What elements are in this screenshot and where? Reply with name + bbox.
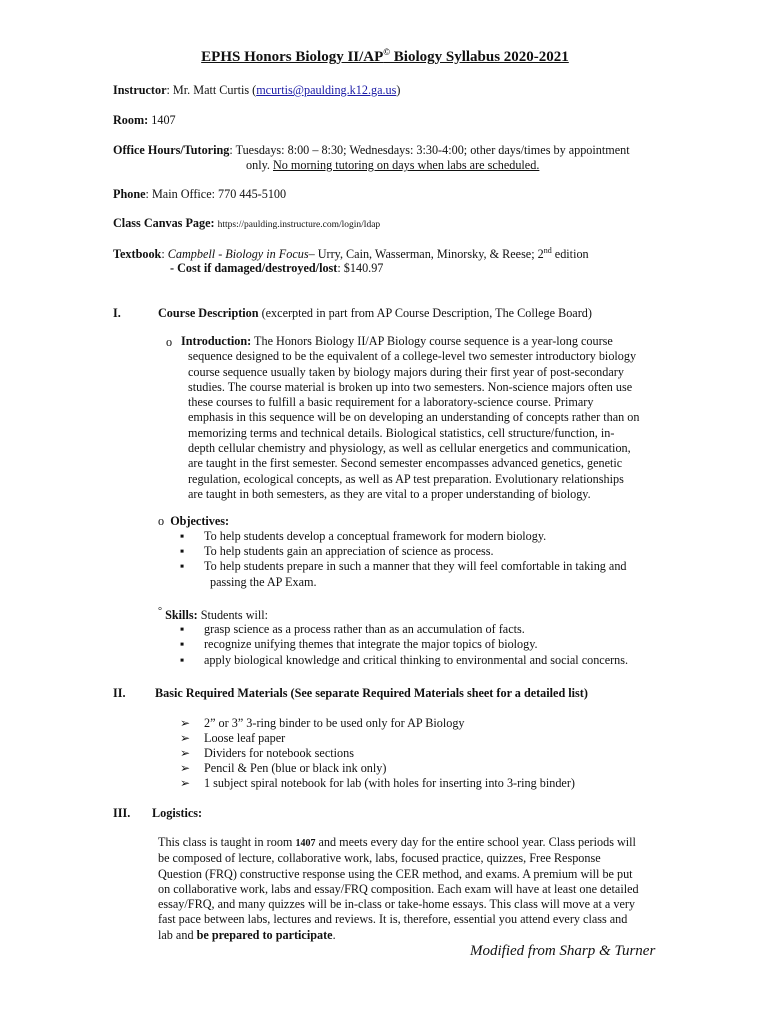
office-hours-note: only. No morning tutoring on days when labs are scheduled. [246, 158, 540, 172]
list-item-continuation: passing the AP Exam. [210, 575, 317, 589]
intro-paragraph: Introduction: The Honors Biology II/AP Biology course sequence is a year-long course sequence designed to be the equivalent of a college-level two semester introductory biology course sequence usually taken by biology majors during their first year of post-secondary studies. The course material is broken up into two semesters. Non-science majors often use these courses to fulfill a basic requirement for a laboratory-science course. Primary emphasis in this sequence will be on developing an understanding of concepts rather than on memorizing terms and technical details. Biological statistics, cell structure/function, in- depth cellular chemistry and physiology, as well as cellular energetics and communication, are taught in the first semester. Second semester encompasses advanced genetics, genetic regulation, ecological concepts, as well as AP test preparation. Evolutionary relationships are taught in both semesters, as they are vital to a proper understanding of biology. [181, 334, 640, 501]
list-item: ▪ grasp science as a process rather than as an accumulation of facts. [180, 622, 525, 636]
list-item: ➢ 1 subject spiral notebook for lab (with holes for inserting into 3-ring binder) [180, 776, 575, 790]
section-3-number: III. [113, 806, 131, 820]
section-2-heading: Basic Required Materials (See separate Required Materials sheet for a detailed list) [155, 686, 588, 700]
room-line: Room: 1407 [113, 113, 176, 127]
list-item: ▪ To help students prepare in such a manner that they will feel comfortable in taking and [180, 559, 627, 573]
list-item: ➢ 2” or 3” 3-ring binder to be used only for AP Biology [180, 716, 465, 730]
section-2-number: II. [113, 686, 126, 700]
textbook-line: Textbook: Campbell - Biology in Focus– Urry, Cain, Wasserman, Minorsky, & Reese; 2nd edition [113, 246, 589, 262]
list-item: ▪ To help students develop a conceptual framework for modern biology. [180, 529, 547, 543]
section-1-heading: Course Description (excerpted in part from AP Course Description, The College Board) [158, 306, 592, 320]
skills-heading: ° Skills: Students will: [158, 606, 269, 623]
canvas-url-link[interactable]: https://paulding.instructure.com/login/ldap [217, 220, 381, 230]
textbook-cost-line: - Cost if damaged/destroyed/lost: $140.97 [170, 261, 384, 275]
section-1-number: I. [113, 306, 121, 320]
list-item: ▪ To help students gain an appreciation of science as process. [180, 544, 494, 558]
phone-line: Phone: Main Office: 770 445-5100 [113, 187, 287, 201]
list-item: ➢ Pencil & Pen (blue or black ink only) [180, 761, 387, 775]
list-item: ▪ apply biological knowledge and critical thinking to environmental and social concerns. [180, 653, 629, 667]
footer-attribution: Modified from Sharp & Turner [470, 943, 656, 959]
office-hours-line: Office Hours/Tutoring: Tuesdays: 8:00 – 8:30; Wednesdays: 3:30-4:00; other days/times by appointment [113, 143, 630, 157]
list-item: ▪ recognize unifying themes that integrate the major topics of biology. [180, 637, 538, 651]
logistics-paragraph: This class is taught in room 1407 and meets every day for the entire school year. Class periods will be composed of lecture, collaborative work, labs, focused practice, quizzes, Free Response Question (FRQ) constructive response using the CER method, and exams. A premium will be put on collaborative work, labs and essay/FRQ composition. Each exam will have at least one detailed essay/FRQ, and many quizzes will be in-class or take-home essays. This class will move at a very fast pace between labs, lectures and reviews. It is, therefore, essential you attend every class and lab and be prepared to participate. [158, 835, 639, 942]
objectives-heading: o Objectives: [158, 514, 230, 528]
instructor-email-link[interactable]: mcurtis@paulding.k12.ga.us [256, 83, 397, 97]
intro-bullet: o [166, 335, 173, 349]
section-3-heading: Logistics: [152, 806, 203, 820]
list-item: ➢ Loose leaf paper [180, 731, 286, 745]
document-title: EPHS Honors Biology II/AP© Biology Syllabus 2020-2021 [201, 47, 569, 65]
canvas-line: Class Canvas Page: https://paulding.instructure.com/login/ldap [113, 216, 381, 230]
instructor-line: Instructor: Mr. Matt Curtis (mcurtis@paulding.k12.ga.us) [113, 83, 401, 97]
instructor-label: Instructor [113, 83, 167, 97]
list-item: ➢ Dividers for notebook sections [180, 746, 354, 760]
